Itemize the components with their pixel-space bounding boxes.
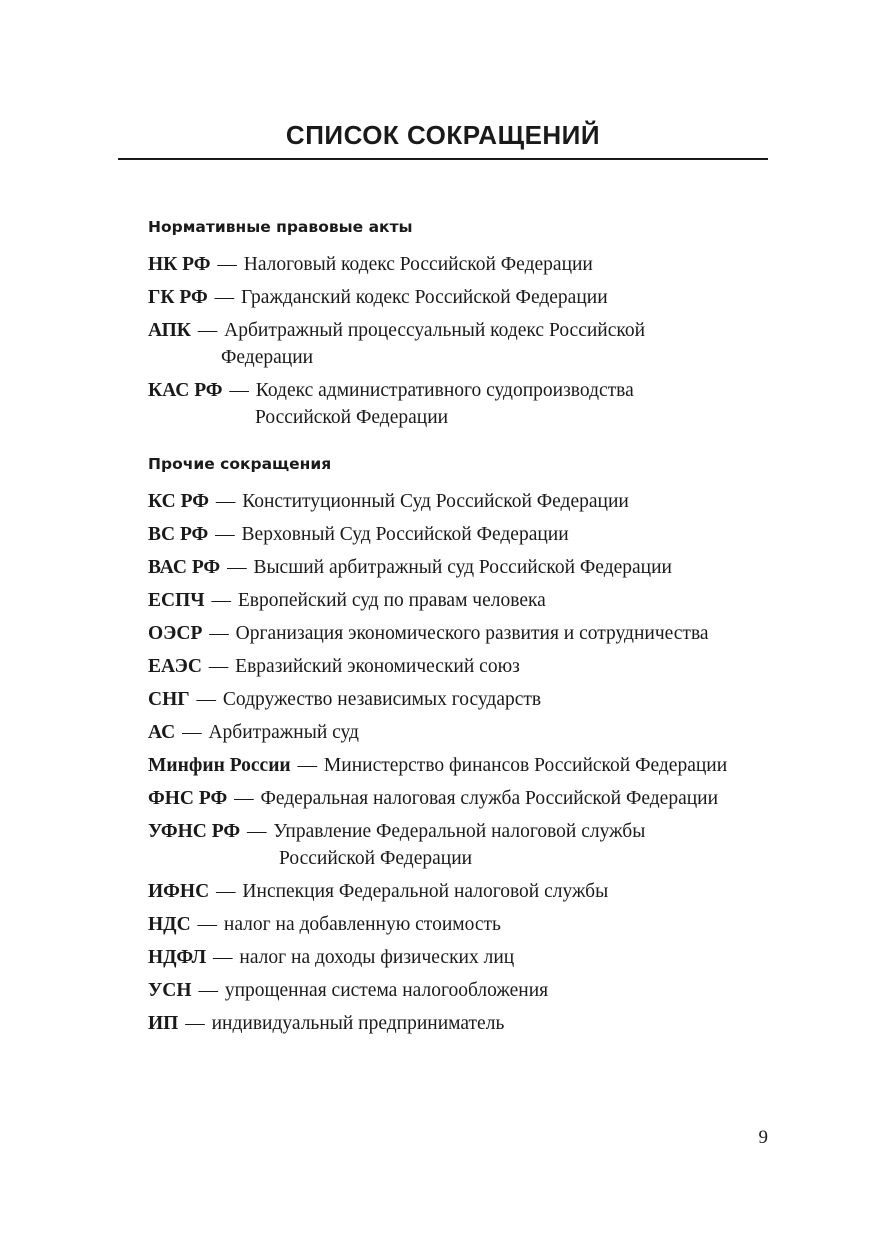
abbreviation-item	[148, 377, 788, 431]
abbreviation-definition: Верховный Суд Российской Федерации	[241, 524, 569, 545]
abbreviation-list-other	[148, 488, 788, 1043]
abbreviation-term: ВАС РФ	[148, 557, 221, 578]
abbreviation-item	[148, 719, 788, 746]
abbreviation-definition: Налоговый кодекс Российской Федерации	[243, 254, 593, 275]
abbreviation-definition: Министерство финансов Российской Федерации	[323, 755, 728, 776]
dash-separator: —	[209, 623, 229, 644]
abbreviation-item	[148, 284, 788, 311]
abbreviation-item	[148, 1010, 788, 1037]
abbreviation-definition: индивидуальный предприниматель	[211, 1013, 505, 1034]
abbreviation-item	[148, 911, 788, 938]
abbreviation-term: ЕАЭС	[148, 656, 202, 677]
abbreviation-list-legal-acts	[148, 251, 788, 437]
dash-separator: —	[234, 788, 254, 809]
abbreviation-definition: Конституционный Суд Российской Федерации	[242, 491, 629, 512]
abbreviation-definition: налог на доходы физических лиц	[239, 947, 515, 968]
dash-separator: —	[216, 881, 236, 902]
dash-separator: —	[197, 914, 218, 935]
abbreviation-term: АС	[148, 722, 176, 743]
abbreviation-definition-continuation: Федерации	[221, 347, 314, 368]
abbreviation-item	[148, 488, 788, 515]
dash-separator: —	[197, 320, 218, 341]
dash-separator: —	[196, 689, 217, 710]
abbreviation-definition: Арбитражный процессуальный кодекс Российской	[224, 320, 646, 341]
abbreviation-term: Минфин России	[148, 755, 291, 776]
dash-separator: —	[208, 656, 229, 677]
abbreviation-item	[148, 653, 788, 680]
abbreviation-definition: Организация экономического развития и сотрудничества	[235, 623, 709, 644]
dash-separator: —	[211, 590, 231, 611]
page-title: СПИСОК СОКРАЩЕНИЙ	[285, 120, 601, 150]
page-number: 9	[758, 1127, 768, 1148]
abbreviation-item	[148, 317, 788, 371]
abbreviation-term: ФНС РФ	[148, 788, 228, 809]
abbreviation-definition: Федеральная налоговая служба Российской Федерации	[260, 788, 719, 809]
abbreviation-definition: Кодекс административного судопроизводства	[255, 380, 634, 401]
abbreviation-definition: налог на добавленную стоимость	[223, 914, 501, 935]
abbreviation-item	[148, 587, 788, 614]
abbreviation-item	[148, 554, 788, 581]
dash-separator: —	[182, 722, 202, 743]
abbreviation-term: КАС РФ	[148, 380, 223, 401]
abbreviation-item	[148, 620, 788, 647]
abbreviation-term: СНГ	[148, 689, 190, 710]
abbreviation-term: ЕСПЧ	[148, 590, 205, 611]
abbreviation-term: НК РФ	[148, 254, 211, 275]
abbreviation-item	[148, 818, 788, 872]
dash-separator: —	[297, 755, 318, 776]
abbreviation-item	[148, 977, 788, 1004]
abbreviation-definition: Гражданский кодекс Российской Федерации	[241, 287, 608, 308]
section-heading-legal-acts: Нормативные правовые акты	[148, 218, 413, 236]
dash-separator: —	[198, 980, 218, 1001]
abbreviation-item	[148, 944, 788, 971]
dash-separator: —	[215, 524, 235, 545]
dash-separator: —	[227, 557, 247, 578]
title-divider	[118, 158, 768, 160]
abbreviation-term: ИП	[148, 1013, 179, 1034]
abbreviation-term: КС РФ	[148, 491, 209, 512]
dash-separator: —	[215, 491, 236, 512]
dash-separator: —	[185, 1013, 205, 1034]
abbreviation-term: АПК	[148, 320, 191, 341]
abbreviation-definition-continuation: Российской Федерации	[279, 848, 473, 869]
abbreviation-item	[148, 251, 788, 278]
dash-separator: —	[246, 821, 267, 842]
abbreviation-item	[148, 785, 788, 812]
abbreviation-definition: Европейский суд по правам человека	[237, 590, 546, 611]
abbreviation-definition: Инспекция Федеральной налоговой службы	[242, 881, 609, 902]
abbreviation-definition: Арбитражный суд	[208, 722, 359, 743]
abbreviation-definition: Высший арбитражный суд Российской Федерации	[253, 557, 672, 578]
abbreviation-definition: Управление Федеральной налоговой службы	[273, 821, 646, 842]
abbreviation-definition: Евразийский экономический союз	[235, 656, 520, 677]
dash-separator: —	[229, 380, 249, 401]
abbreviation-term: НДС	[148, 914, 191, 935]
abbreviation-term: НДФЛ	[148, 947, 207, 968]
abbreviation-definition: упрощенная система налогообложения	[224, 980, 549, 1001]
abbreviation-definition: Содружество независимых государств	[222, 689, 542, 710]
abbreviation-item	[148, 521, 788, 548]
dash-separator: —	[213, 947, 233, 968]
abbreviation-item	[148, 878, 788, 905]
abbreviation-term: ИФНС	[148, 881, 210, 902]
abbreviation-item	[148, 686, 788, 713]
dash-separator: —	[214, 287, 235, 308]
abbreviation-term: УФНС РФ	[148, 821, 241, 842]
abbreviation-term: ОЭСР	[148, 623, 203, 644]
section-heading-other-abbreviations: Прочие сокращения	[148, 455, 332, 473]
abbreviation-term: УСН	[148, 980, 192, 1001]
abbreviation-definition-continuation: Российской Федерации	[255, 407, 449, 428]
abbreviation-term: ГК РФ	[148, 287, 208, 308]
abbreviation-term: ВС РФ	[148, 524, 209, 545]
abbreviation-item	[148, 752, 788, 779]
dash-separator: —	[217, 254, 237, 275]
